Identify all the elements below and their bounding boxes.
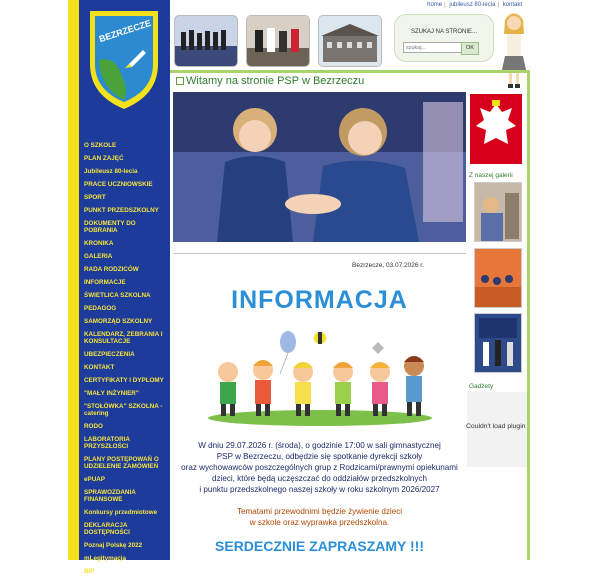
content-divider bbox=[173, 253, 466, 254]
plugin-error: Couldn't load plugin bbox=[466, 423, 526, 430]
hero-photo bbox=[173, 92, 466, 242]
nav-item[interactable]: DEKLARACJA DOSTĘPNOŚCI bbox=[84, 522, 130, 536]
nav-item[interactable]: SPORT bbox=[84, 194, 106, 201]
gallery-title: Z naszej galerii bbox=[469, 172, 513, 179]
nav-item[interactable]: Jubileusz 80-lecia bbox=[84, 168, 138, 175]
gallery-image-1[interactable] bbox=[474, 182, 522, 242]
nav-item[interactable]: SPRAWOZDANIA FINANSOWE bbox=[84, 489, 136, 503]
nav-item[interactable]: PRACE UCZNIOWSKIE bbox=[84, 181, 153, 188]
nav-item[interactable]: Poznaj Polskę 2022 bbox=[84, 542, 143, 549]
nav-item[interactable]: GALERIA bbox=[84, 253, 113, 260]
article-title: INFORMACJA bbox=[231, 286, 408, 314]
nav-item[interactable]: KRONIKA bbox=[84, 240, 114, 247]
nav-item[interactable]: O SZKOLE bbox=[84, 142, 117, 149]
article-paragraph-topics bbox=[173, 506, 466, 528]
yellow-strip bbox=[68, 0, 79, 560]
nav-item[interactable]: ŚWIETLICA SZKOLNA bbox=[84, 292, 151, 299]
nav-item[interactable]: INFORMACJE bbox=[84, 279, 126, 286]
nav-item[interactable]: PLANY POSTĘPOWAŃ O UDZIELENIE ZAMÓWIEŃ bbox=[84, 456, 159, 470]
header-photo-people bbox=[246, 15, 310, 67]
nav-item[interactable]: DOKUMENTY DO POBRANIA bbox=[84, 220, 136, 234]
right-edge-band bbox=[527, 70, 530, 560]
top-link-contact[interactable]: kontakt bbox=[502, 2, 522, 8]
header-photo-building bbox=[318, 15, 382, 67]
article-line: PSP w Bezrzeczu, odbędzie się spotkanie dyrekcji szkoły bbox=[216, 452, 423, 461]
logo-text: BEZRZECZE bbox=[97, 17, 153, 45]
top-link-jubilee[interactable]: jubileusz 80-lecia bbox=[449, 2, 496, 8]
header-photo-students bbox=[174, 15, 238, 67]
gallery-image-3[interactable] bbox=[474, 313, 522, 373]
article-line: dzieci, które będą uczęszczać do oddziałów przedszkolnych bbox=[211, 474, 428, 483]
nav-item[interactable]: SAMORZĄD SZKOLNY bbox=[84, 318, 153, 325]
nav-item[interactable]: KALENDARZ, ZEBRANIA I KONSULTACJE bbox=[84, 331, 163, 345]
search-label: SZUKAJ NA STRONIE... bbox=[410, 29, 477, 35]
gallery-image-2[interactable] bbox=[474, 248, 522, 308]
nav-item[interactable]: LABORATORIA PRZYSZŁOŚCI bbox=[84, 436, 130, 450]
header-divider bbox=[170, 70, 530, 73]
header bbox=[170, 0, 530, 70]
search-input[interactable] bbox=[403, 42, 463, 53]
nav-item[interactable]: PEDAGOG bbox=[84, 305, 117, 312]
article-date: Bezrzecze, 03.07.2026 r. bbox=[352, 262, 424, 269]
nav-item[interactable]: mLegitymacja bbox=[84, 555, 126, 562]
nav-item[interactable]: "STOŁÓWKA" SZKOLNA - catering bbox=[84, 403, 163, 417]
nav-item[interactable]: KONTAKT bbox=[84, 364, 115, 371]
polish-emblem[interactable] bbox=[470, 94, 522, 164]
nav-item[interactable]: RADA RODZICÓW bbox=[84, 266, 139, 273]
nav-item[interactable]: PUNKT PRZEDSZKOLNY bbox=[84, 207, 159, 214]
nav-item[interactable]: ePUAP bbox=[84, 476, 105, 483]
nav-item[interactable]: CERTYFIKATY I DYPLOMY bbox=[84, 377, 164, 384]
welcome-heading bbox=[176, 75, 364, 87]
nav-item[interactable]: UBEZPIECZENIA bbox=[84, 351, 135, 358]
nav-item[interactable]: BIP bbox=[84, 568, 95, 575]
kids-illustration bbox=[208, 326, 433, 426]
nav-item[interactable]: Konkursy przedmiotowe bbox=[84, 509, 158, 516]
article-line: oraz wychowawców poszczególnych grup z Rodzicami/prawnymi opiekunami bbox=[181, 463, 458, 472]
article-line: w szkole oraz wyprawka przedszkolna. bbox=[249, 518, 390, 527]
article-line: Tematami przewodnimi będzie żywienie dzieci bbox=[236, 507, 403, 516]
nav-item[interactable]: "MAŁY INŻYNIER" bbox=[84, 390, 139, 397]
article-line: i punktu przedszkolnego naszej szkoły w roku szkolnym 2026/2027 bbox=[199, 485, 440, 494]
school-logo[interactable] bbox=[85, 4, 163, 112]
search-button[interactable]: OK bbox=[461, 42, 479, 55]
article-line: W dniu 29.07.2026 r. (środa), o godzinie 17:00 w sali gimnastycznej bbox=[198, 441, 441, 450]
top-links: home | jubileusz 80-lecia | kontakt bbox=[427, 2, 522, 8]
main-nav bbox=[80, 139, 170, 578]
article-paragraph-main bbox=[173, 440, 466, 495]
nav-item[interactable]: RODO bbox=[84, 423, 103, 430]
bullet-icon bbox=[176, 77, 184, 85]
search-panel bbox=[394, 14, 494, 62]
nav-item[interactable]: PLAN ZAJĘĆ bbox=[84, 155, 124, 162]
girl-mascot bbox=[500, 8, 528, 92]
welcome-text: Witamy na stronie PSP w Bezrzeczu bbox=[186, 75, 365, 87]
top-link-home[interactable]: home bbox=[427, 2, 443, 8]
invite-text: SERDECZNIE ZAPRASZAMY !!! bbox=[215, 538, 424, 554]
gadgets-title: Gadżety bbox=[469, 383, 494, 390]
